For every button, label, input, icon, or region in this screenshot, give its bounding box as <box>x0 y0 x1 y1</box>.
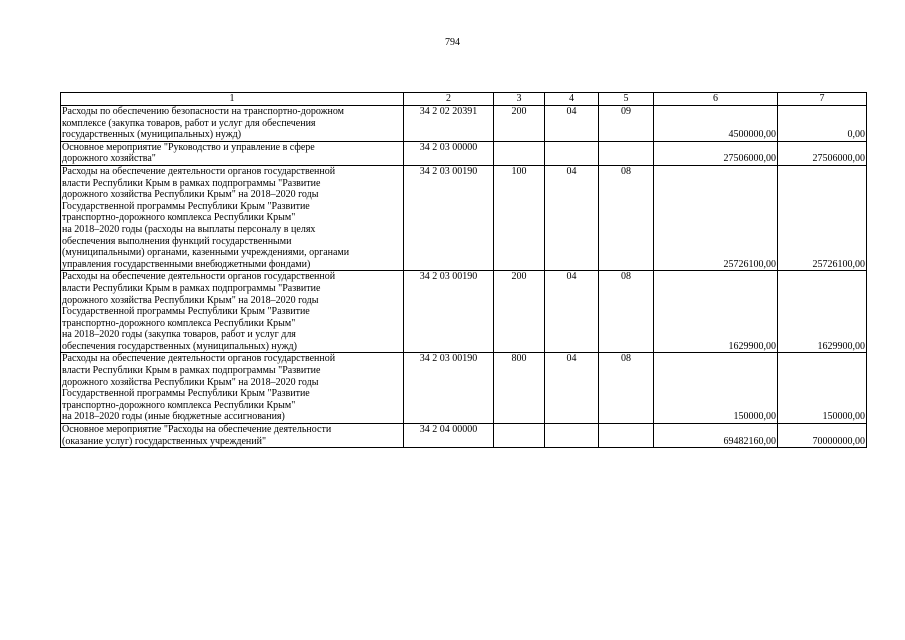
row-description <box>61 165 404 270</box>
target-article-code: 34 2 03 00190 <box>404 271 494 353</box>
description-line: дорожного хозяйства" <box>62 153 156 165</box>
table-row <box>61 165 867 270</box>
subsection-code: 08 <box>599 271 654 353</box>
description-line: власти Республики Крым в рамках подпрограммы "Развитие <box>62 282 321 294</box>
description-line: Государственной программы Республики Крым "Развитие <box>62 200 310 212</box>
column-header: 4 <box>545 93 599 106</box>
row-description <box>61 141 404 165</box>
description-line: транспортно-дорожного комплекса Республики Крым" <box>62 212 296 224</box>
description-line: дорожного хозяйства Республики Крым" на 2018–2020 годы <box>62 189 319 201</box>
description-line: Расходы на обеспечение деятельности органов государственной <box>62 165 336 177</box>
description-line: Основное мероприятие "Расходы на обеспечение деятельности <box>62 424 332 436</box>
amount-year-1: 150000,00 <box>654 353 778 424</box>
description-line: власти Республики Крым в рамках подпрограммы "Развитие <box>62 177 321 189</box>
description-line: транспортно-дорожного комплекса Республики Крым" <box>62 399 296 411</box>
description-line: Расходы по обеспечению безопасности на транспортно-дорожном <box>62 106 344 117</box>
section-code: 04 <box>545 353 599 424</box>
row-description <box>61 424 404 448</box>
section-code: 04 <box>545 106 599 142</box>
target-article-code: 34 2 02 20391 <box>404 106 494 142</box>
section-code <box>545 141 599 165</box>
section-code: 04 <box>545 271 599 353</box>
description-line: (оказание услуг) государственных учреждений" <box>62 435 267 447</box>
description-line: обеспечения государственных (муниципальных) нужд) <box>62 340 297 352</box>
table-row <box>61 106 867 142</box>
column-header: 5 <box>599 93 654 106</box>
amount-year-2: 70000000,00 <box>778 424 867 448</box>
column-header: 1 <box>61 93 404 106</box>
target-article-code: 34 2 03 00190 <box>404 165 494 270</box>
column-header: 3 <box>494 93 545 106</box>
description-line: обеспечения выполнения функций государственными <box>62 235 292 247</box>
expense-type-code: 200 <box>494 271 545 353</box>
expense-type-code: 800 <box>494 353 545 424</box>
description-line: власти Республики Крым в рамках подпрограммы "Развитие <box>62 365 321 377</box>
expense-type-code: 100 <box>494 165 545 270</box>
column-header: 6 <box>654 93 778 106</box>
section-code: 04 <box>545 165 599 270</box>
amount-year-1: 4500000,00 <box>654 106 778 142</box>
column-header: 2 <box>404 93 494 106</box>
description-line: Основное мероприятие "Руководство и управление в сфере <box>62 141 315 153</box>
description-line: управления государственными внебюджетными фондами) <box>62 258 311 270</box>
amount-year-2: 1629900,00 <box>778 271 867 353</box>
description-line: Государственной программы Республики Крым "Развитие <box>62 388 310 400</box>
subsection-code <box>599 141 654 165</box>
table-row <box>61 424 867 448</box>
amount-year-2: 25726100,00 <box>778 165 867 270</box>
description-line: на 2018–2020 годы (закупка товаров, работ и услуг для <box>62 329 296 341</box>
description-line: Расходы на обеспечение деятельности органов государственной <box>62 271 336 283</box>
expense-type-code <box>494 141 545 165</box>
amount-year-2: 27506000,00 <box>778 141 867 165</box>
row-description <box>61 271 404 353</box>
description-line: на 2018–2020 годы (иные бюджетные ассигнования) <box>62 411 285 423</box>
description-line: транспортно-дорожного комплекса Республики Крым" <box>62 317 296 329</box>
description-line: дорожного хозяйства Республики Крым" на 2018–2020 годы <box>62 294 319 306</box>
row-description <box>61 353 404 424</box>
target-article-code: 34 2 03 00190 <box>404 353 494 424</box>
budget-table <box>60 92 867 448</box>
description-line: дорожного хозяйства Республики Крым" на 2018–2020 годы <box>62 376 319 388</box>
description-line: Расходы на обеспечение деятельности органов государственной <box>62 353 336 365</box>
subsection-code: 08 <box>599 353 654 424</box>
description-line: (муниципальными) органами, казенными учреждениями, органами <box>62 247 350 259</box>
expense-type-code: 200 <box>494 106 545 142</box>
expense-type-code <box>494 424 545 448</box>
column-header: 7 <box>778 93 867 106</box>
page-number: 794 <box>445 37 460 48</box>
table-row <box>61 353 867 424</box>
amount-year-1: 25726100,00 <box>654 165 778 270</box>
subsection-code: 09 <box>599 106 654 142</box>
table-row <box>61 141 867 165</box>
description-line: Государственной программы Республики Крым "Развитие <box>62 306 310 318</box>
target-article-code: 34 2 04 00000 <box>404 424 494 448</box>
row-description <box>61 106 404 142</box>
subsection-code: 08 <box>599 165 654 270</box>
amount-year-1: 27506000,00 <box>654 141 778 165</box>
description-line: государственных (муниципальных) нужд) <box>62 129 242 141</box>
subsection-code <box>599 424 654 448</box>
section-code <box>545 424 599 448</box>
table-row <box>61 271 867 353</box>
amount-year-2: 0,00 <box>778 106 867 142</box>
amount-year-1: 69482160,00 <box>654 424 778 448</box>
table-header-row <box>61 93 867 106</box>
target-article-code: 34 2 03 00000 <box>404 141 494 165</box>
amount-year-2: 150000,00 <box>778 353 867 424</box>
amount-year-1: 1629900,00 <box>654 271 778 353</box>
description-line: на 2018–2020 годы (расходы на выплаты персоналу в целях <box>62 223 316 235</box>
description-line: комплексе (закупка товаров, работ и услуг для обеспечения <box>62 117 316 129</box>
